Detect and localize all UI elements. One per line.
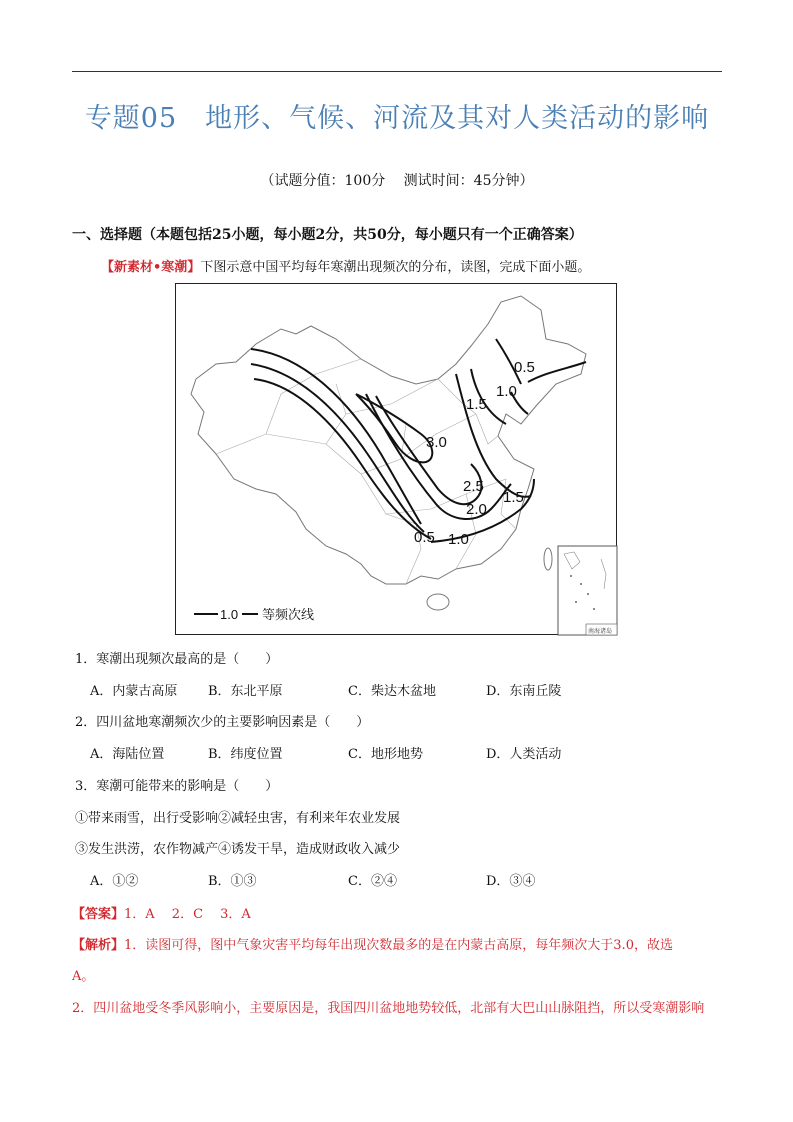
question-2-option-a: A．海陆位置 [90, 747, 165, 762]
question-1-option-c: C．柴达木盆地 [348, 684, 436, 699]
question-2-option-b: B．纬度位置 [208, 747, 283, 762]
inset-label: 南海诸岛 [588, 628, 613, 635]
question-3-option-d: D．③④ [486, 874, 536, 889]
analysis-label: 【解析】 [72, 938, 125, 953]
isoline-label: 2.5 [463, 478, 484, 495]
south-china-sea-inset [558, 546, 617, 635]
analysis-line [72, 934, 673, 953]
exam-info: （试题分值：100分 测试时间：45分钟） [260, 173, 534, 189]
question-3-option-c: C．②④ [348, 874, 397, 889]
legend-text: 等频次线 [262, 608, 315, 623]
cold-wave-map [175, 283, 617, 635]
question-2-option-d: D．人类活动 [486, 747, 562, 762]
question-3-option-a: A．①② [90, 874, 139, 889]
question-2-option-c: C．地形地势 [348, 747, 423, 762]
question-intro [101, 256, 590, 275]
question-2-stem: 2．四川盆地寒潮频次少的主要影响因素是（ ） [75, 715, 370, 730]
question-1-stem: 1．寒潮出现频次最高的是（ ） [75, 652, 279, 667]
page-title: 专题05 地形、气候、河流及其对人类活动的影响 [84, 103, 710, 134]
china-map-figure [176, 284, 618, 636]
isoline-0.5-ne [528, 362, 586, 382]
question-1-option-a: A．内蒙古高原 [90, 684, 178, 699]
analysis-text: 1．读图可得，图中气象灾害平均每年出现次数最多的是在内蒙古高原，每年频次大于3.0，故选 [124, 938, 673, 953]
isoline-label: 2.0 [466, 501, 487, 518]
question-3-stem: 3．寒潮可能带来的影响是（ ） [75, 779, 279, 794]
intro-text: 下图示意中国平均每年寒潮出现频次的分布，读图，完成下面小题。 [200, 260, 591, 275]
isoline-label: 1.0 [448, 531, 469, 548]
section-heading: 一、选择题（本题包括25小题，每小题2分，共50分，每小题只有一个正确答案） [72, 227, 583, 243]
hainan-island [427, 594, 449, 610]
question-3-option-b: B．①③ [208, 874, 257, 889]
isoline-label: 1.5 [466, 396, 487, 413]
analysis-line-2: A。 [72, 969, 95, 984]
question-3-statement-line: ③发生洪涝，农作物减产④诱发干旱，造成财政收入减少 [75, 842, 401, 857]
isoline-label: 1.5 [503, 489, 524, 506]
map-legend [194, 607, 314, 623]
isoline-label: 0.5 [514, 359, 535, 376]
answer-label: 【答案】 [72, 907, 125, 922]
question-3-statement-line: ①带来雨雪，出行受影响②减轻虫害，有利来年农业发展 [75, 811, 401, 826]
header-rule [72, 71, 722, 72]
isoline-label: 1.0 [496, 383, 517, 400]
analysis-line-3: 2．四川盆地受冬季风影响小，主要原因是，我国四川盆地地势较低，北部有大巴山山脉阻挡，所以受寒潮影响 [72, 1001, 705, 1016]
legend-value: 1.0 [220, 607, 239, 622]
isoline-label: 3.0 [426, 434, 447, 451]
taiwan-island [544, 548, 552, 570]
isoline-label: 0.5 [414, 529, 435, 546]
question-1-option-d: D．东南丘陵 [486, 684, 562, 699]
isolines [251, 339, 586, 542]
material-tag: 【新素材•寒潮】 [101, 260, 201, 275]
answer-text: 1．A 2．C 3．A [124, 907, 251, 922]
question-1-option-b: B．东北平原 [208, 684, 283, 699]
answer-line [72, 903, 251, 922]
